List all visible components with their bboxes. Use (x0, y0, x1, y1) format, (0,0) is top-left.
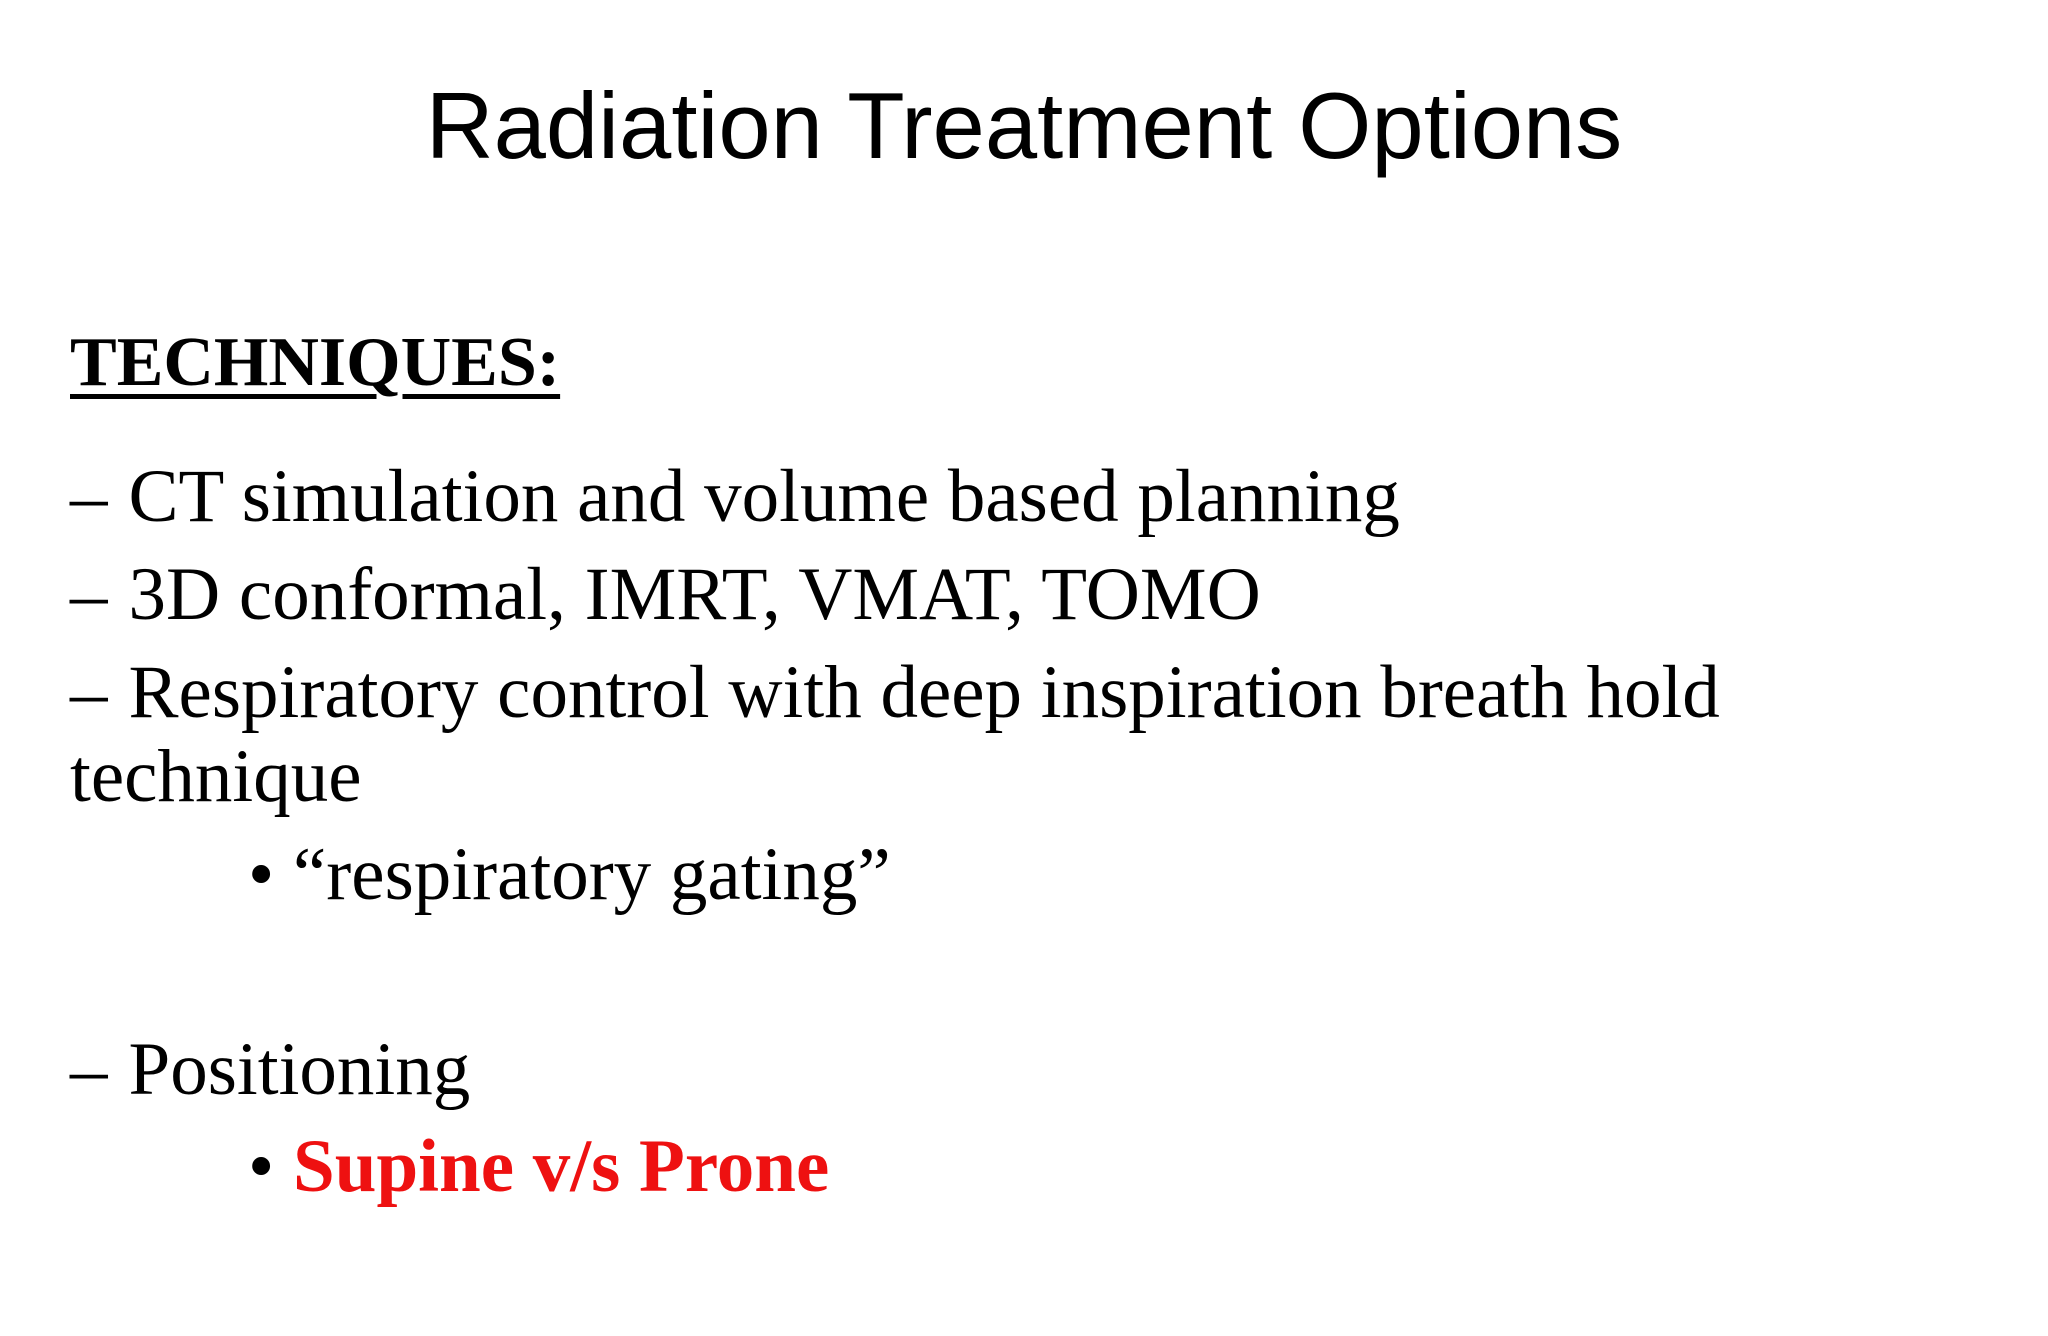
bullet-marker: • (248, 1125, 275, 1208)
list-item (70, 550, 1261, 640)
sub-list-item (248, 830, 891, 920)
list-item-text: Positioning (128, 1028, 471, 1111)
list-item (70, 648, 1720, 738)
dash-marker: – (70, 651, 108, 734)
list-item-continuation: technique (70, 735, 362, 818)
list-item (70, 1025, 470, 1115)
list-item-text: Respiratory control with deep inspiration breath hold (128, 651, 1720, 734)
bullet-marker: • (248, 833, 275, 916)
slide-title: Radiation Treatment Options (425, 73, 1623, 178)
dash-marker: – (70, 1028, 108, 1111)
section-heading: TECHNIQUES: (70, 324, 561, 401)
list-item-text: 3D conformal, IMRT, VMAT, TOMO (128, 553, 1261, 636)
dash-marker: – (70, 455, 108, 538)
sub-list-item-text: “respiratory gating” (293, 833, 891, 916)
list-item (70, 452, 1400, 542)
list-item-text: CT simulation and volume based planning (128, 455, 1400, 538)
highlighted-text: Supine v/s Prone (293, 1125, 830, 1208)
sub-list-item (248, 1122, 829, 1212)
dash-marker: – (70, 553, 108, 636)
